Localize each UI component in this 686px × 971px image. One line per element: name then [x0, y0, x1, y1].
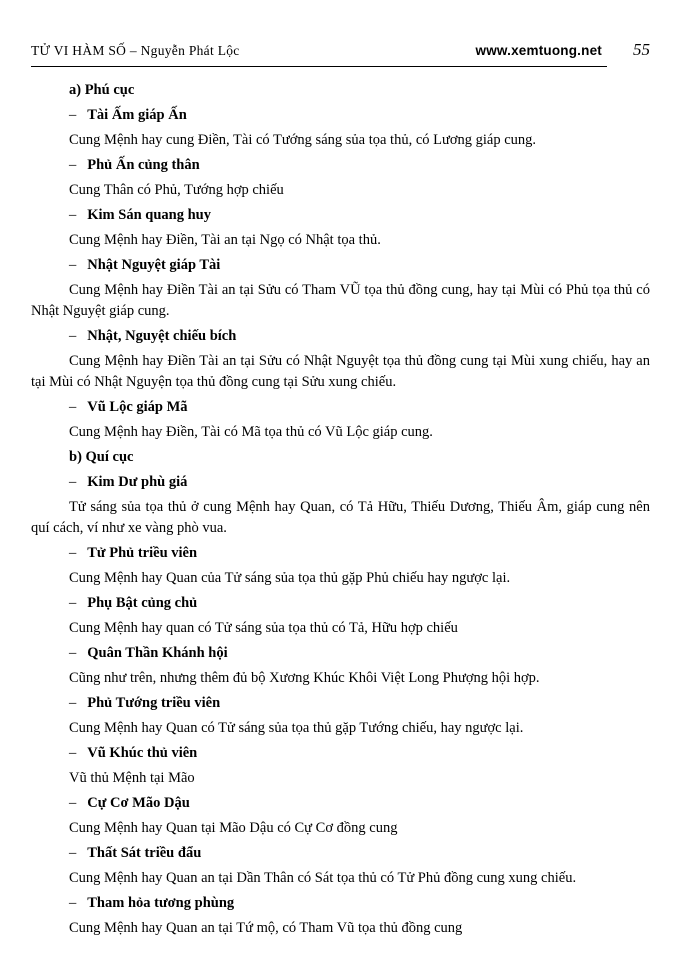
paragraph: Cung Mệnh hay Quan an tại Tứ mộ, có Tham Vũ tọa thủ đồng cung	[69, 920, 463, 936]
dash-marker: –	[69, 645, 77, 661]
paragraph: Cung Mệnh hay quan có Tử sáng sủa tọa thủ có Tả, Hữu hợp chiếu	[69, 620, 458, 636]
paragraph: Cung Mệnh hay Điền Tài an tại Sửu có Nhật Nguyệt tọa thủ đồng cung tại Mùi xung chiếu, hay an tại Mùi có Nhật Nguyện tọa thủ đồng cung tại Sửu xung chiếu.	[31, 353, 650, 390]
entry-heading	[69, 693, 650, 714]
entry-label: Quân Thần Khánh hội	[87, 645, 228, 661]
entry-heading	[69, 843, 650, 864]
entry-label: Tài Ấm giáp Ấn	[87, 107, 187, 123]
entry-heading	[69, 793, 650, 814]
website-url: www.xemtuong.net	[475, 43, 602, 58]
paragraph: Tử sáng sủa tọa thủ ở cung Mệnh hay Quan, có Tả Hữu, Thiếu Dương, Thiếu Âm, giáp cung nên quí cách, ví như xe vàng phò vua.	[31, 499, 650, 536]
page-header	[31, 40, 650, 60]
entry-label: Phủ Tướng triều viên	[87, 695, 221, 711]
page-content	[31, 80, 650, 939]
entry-heading	[69, 105, 650, 126]
paragraph: Cung Thân có Phủ, Tướng hợp chiếu	[69, 182, 284, 198]
entry-label: Vũ Lộc giáp Mã	[87, 399, 188, 415]
paragraph: Vũ thủ Mệnh tại Mão	[69, 770, 195, 786]
entry-heading	[69, 593, 650, 614]
entry-heading	[69, 205, 650, 226]
entry-heading	[69, 326, 650, 347]
entry-heading	[69, 155, 650, 176]
entry-heading	[69, 255, 650, 276]
dash-marker: –	[69, 745, 77, 761]
entry-label: Thất Sát triều đẩu	[87, 845, 202, 861]
section-heading: a) Phú cục	[69, 82, 135, 98]
entry-label: Phụ Bật củng chủ	[87, 595, 198, 611]
dash-marker: –	[69, 595, 77, 611]
paragraph: Cung Mệnh hay Quan an tại Dần Thân có Sát tọa thủ có Tử Phủ đồng cung xung chiếu.	[69, 870, 577, 886]
entry-label: Nhật Nguyệt giáp Tài	[87, 257, 221, 273]
paragraph: Cung Mệnh hay Quan có Tử sáng sủa tọa thủ gặp Tướng chiếu, hay ngược lại.	[69, 720, 524, 736]
entry-heading	[69, 472, 650, 493]
entry-label: Nhật, Nguyệt chiếu bích	[87, 328, 237, 344]
dash-marker: –	[69, 845, 77, 861]
page-number: 55	[633, 40, 650, 59]
paragraph: Cung Mệnh hay Quan tại Mão Dậu có Cự Cơ đồng cung	[69, 820, 398, 836]
entry-heading	[69, 893, 650, 914]
dash-marker: –	[69, 895, 77, 911]
section-heading: b) Quí cục	[69, 449, 134, 465]
dash-marker: –	[69, 207, 77, 223]
entry-label: Tham hỏa tương phùng	[87, 895, 235, 911]
paragraph: Cung Mệnh hay Điền, Tài an tại Ngọ có Nhật tọa thủ.	[69, 232, 381, 248]
header-rule	[31, 66, 607, 67]
entry-heading	[69, 397, 650, 418]
entry-label: Phủ Ấn củng thân	[87, 157, 200, 173]
dash-marker: –	[69, 695, 77, 711]
paragraph: Cung Mệnh hay Điền, Tài có Mã tọa thủ có Vũ Lộc giáp cung.	[69, 424, 433, 440]
entry-label: Cự Cơ Mão Dậu	[87, 795, 190, 811]
paragraph: Cung Mệnh hay cung Điền, Tài có Tướng sáng sủa tọa thủ, có Lương giáp cung.	[69, 132, 537, 148]
entry-heading	[69, 743, 650, 764]
entry-heading	[69, 643, 650, 664]
entry-label: Tử Phủ triều viên	[87, 545, 198, 561]
dash-marker: –	[69, 545, 77, 561]
entry-heading	[69, 543, 650, 564]
dash-marker: –	[69, 157, 77, 173]
book-title: TỬ VI HÀM SỐ – Nguyễn Phát Lộc	[31, 43, 240, 58]
entry-label: Vũ Khúc thủ viên	[87, 745, 198, 761]
entry-label: Kim Dư phù giá	[87, 474, 188, 490]
paragraph: Cung Mệnh hay Điền Tài an tại Sửu có Tham VŨ tọa thủ đồng cung, hay tại Mùi có Phủ tọa thủ có Nhật Nguyệt giáp cung.	[31, 282, 650, 319]
dash-marker: –	[69, 795, 77, 811]
paragraph: Cũng như trên, nhưng thêm đủ bộ Xương Khúc Khôi Việt Long Phượng hội hợp.	[69, 670, 540, 686]
paragraph: Cung Mệnh hay Quan của Tử sáng sủa tọa thủ gặp Phủ chiếu hay ngược lại.	[69, 570, 511, 586]
dash-marker: –	[69, 257, 77, 273]
dash-marker: –	[69, 107, 77, 123]
dash-marker: –	[69, 328, 77, 344]
dash-marker: –	[69, 474, 77, 490]
entry-label: Kim Sán quang huy	[87, 207, 211, 223]
dash-marker: –	[69, 399, 77, 415]
